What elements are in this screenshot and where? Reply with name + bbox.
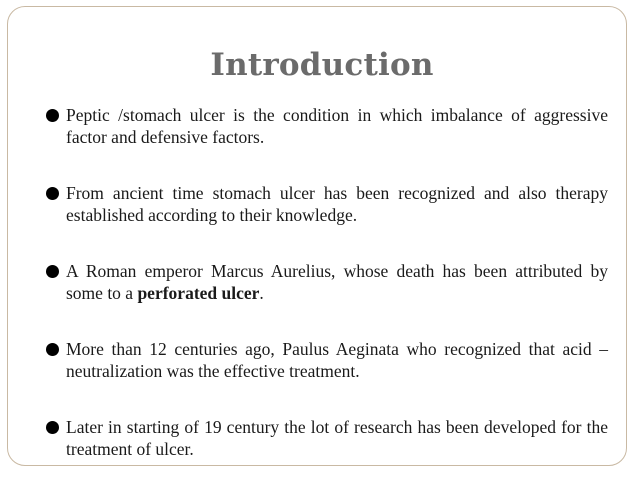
bullet-item [46, 260, 608, 304]
bullet-text: Peptic /stomach ulcer is the condition in which imbalance of aggressive factor and defensive factors. [66, 105, 608, 147]
bullet-text-end: . [259, 283, 264, 303]
bullet-bold-text: perforated ulcer [137, 283, 260, 303]
bullet-text: A Roman emperor Marcus Aurelius, whose death has been attributed by some to a [66, 261, 608, 303]
bullet-text: More than 12 centuries ago, Paulus Aeginata who recognized that acid – neutralization was the effective treatment. [66, 339, 608, 381]
bullet-text: Later in starting of 19 century the lot of research has been developed for the treatment of ulcer. [66, 417, 608, 459]
bullet-list [46, 104, 608, 494]
bullet-item [46, 182, 608, 226]
bullet-item [46, 416, 608, 460]
bullet-item [46, 104, 608, 148]
bullet-item [46, 338, 608, 382]
bullet-text: From ancient time stomach ulcer has been recognized and also therapy established according to their knowledge. [66, 183, 608, 225]
slide-title: Introduction [210, 47, 434, 83]
slide-frame [7, 6, 627, 466]
